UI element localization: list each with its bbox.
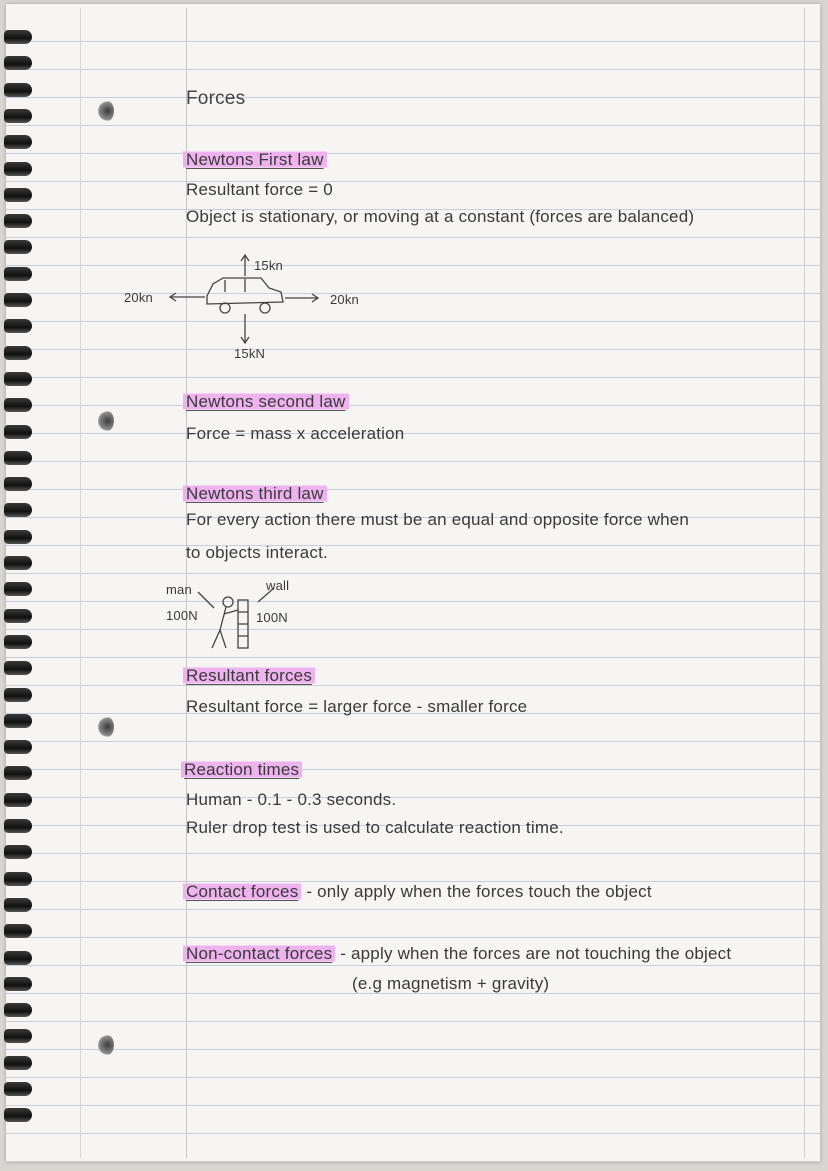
spiral-coil: [4, 819, 32, 833]
punch-hole: [98, 410, 114, 432]
spiral-coil: [4, 1108, 32, 1122]
wall-label: wall: [266, 578, 290, 593]
first-law-heading: Newtons First law: [183, 150, 327, 169]
spiral-coil: [4, 661, 32, 675]
second-law-heading: Newtons second law: [183, 392, 349, 411]
non-contact-forces-definition: - apply when the forces are not touching the object: [340, 944, 732, 963]
spiral-coil: [4, 951, 32, 965]
spiral-coil: [4, 556, 32, 570]
spiral-coil: [4, 30, 32, 44]
non-contact-forces-term: Non-contact forces: [183, 944, 335, 963]
spiral-coil: [4, 793, 32, 807]
spiral-coil: [4, 609, 32, 623]
spiral-coil: [4, 372, 32, 386]
spiral-coil: [4, 845, 32, 859]
spiral-coil: [4, 293, 32, 307]
third-law-line1: For every action there must be an equal and opposite force when: [186, 510, 690, 529]
car-force-right: 20kn: [330, 292, 359, 307]
punch-hole: [98, 100, 114, 122]
spiral-coil: [4, 924, 32, 938]
spiral-coil: [4, 56, 32, 70]
spiral-coil: [4, 162, 32, 176]
spiral-coil: [4, 688, 32, 702]
spiral-coil: [4, 267, 32, 281]
wall-force: 100N: [256, 610, 288, 625]
man-force: 100N: [166, 608, 198, 623]
first-law-line2: Object is stationary, or moving at a constant (forces are balanced): [186, 207, 695, 226]
spiral-coil: [4, 582, 32, 596]
spiral-coil: [4, 346, 32, 360]
spiral-coil: [4, 1056, 32, 1070]
third-law-heading: Newtons third law: [183, 484, 327, 503]
margin-line-left: [80, 8, 81, 1158]
first-law-line1: Resultant force = 0: [186, 180, 333, 199]
spiral-coil: [4, 451, 32, 465]
resultant-heading: Resultant forces: [183, 666, 315, 685]
car-force-up: 15kn: [254, 258, 283, 273]
resultant-line1: Resultant force = larger force - smaller force: [186, 697, 528, 716]
spiral-coil: [4, 425, 32, 439]
reaction-line1: Human - 0.1 - 0.3 seconds.: [186, 790, 397, 809]
spiral-coil: [4, 977, 32, 991]
spiral-coil: [4, 135, 32, 149]
spiral-binding: [0, 30, 36, 1140]
reaction-heading: Reaction times: [181, 760, 302, 779]
spiral-coil: [4, 530, 32, 544]
spiral-coil: [4, 740, 32, 754]
spiral-coil: [4, 214, 32, 228]
spiral-coil: [4, 714, 32, 728]
man-label: man: [166, 582, 192, 597]
spiral-coil: [4, 1082, 32, 1096]
reaction-line2: Ruler drop test is used to calculate reaction time.: [186, 818, 564, 837]
contact-forces-definition: - only apply when the forces touch the object: [306, 882, 652, 901]
spiral-coil: [4, 635, 32, 649]
contact-forces-term: Contact forces: [183, 882, 301, 901]
punch-hole: [98, 716, 114, 738]
spiral-coil: [4, 398, 32, 412]
spiral-coil: [4, 109, 32, 123]
spiral-coil: [4, 1003, 32, 1017]
spiral-coil: [4, 872, 32, 886]
man-icon: [223, 597, 233, 607]
spiral-coil: [4, 766, 32, 780]
spiral-coil: [4, 503, 32, 517]
spiral-coil: [4, 898, 32, 912]
margin-line-right: [804, 8, 805, 1158]
third-law-line2: to objects interact.: [186, 543, 328, 562]
non-contact-forces-example: (e.g magnetism + gravity): [352, 974, 550, 993]
spiral-coil: [4, 240, 32, 254]
spiral-coil: [4, 477, 32, 491]
spiral-coil: [4, 83, 32, 97]
spiral-coil: [4, 1029, 32, 1043]
car-force-down: 15kN: [234, 346, 266, 361]
spiral-coil: [4, 188, 32, 202]
second-law-line1: Force = mass x acceleration: [186, 424, 405, 443]
spiral-coil: [4, 319, 32, 333]
car-force-left: 20kn: [124, 290, 153, 305]
page-title: Forces: [186, 88, 246, 109]
punch-hole: [98, 1034, 114, 1056]
